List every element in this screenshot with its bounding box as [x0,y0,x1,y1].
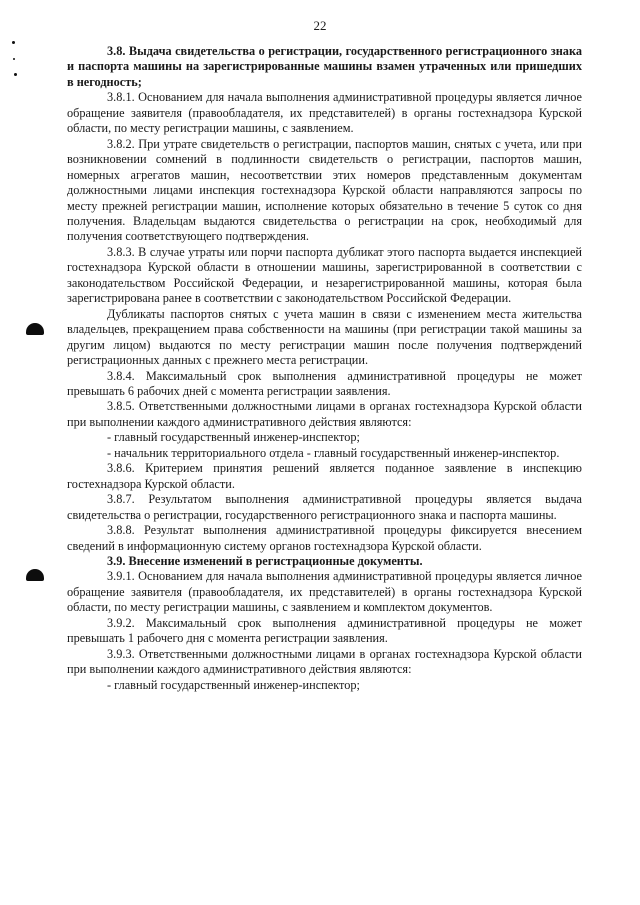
paragraph-3-8-5: 3.8.5. Ответственными должностными лицами в органах гостехнадзора Курской области при выполнении каждого административного действия являются: [67,399,582,429]
document-body [67,44,582,693]
paragraph-3-9-3: 3.9.3. Ответственными должностными лицами в органах гостехнадзора Курской области при выполнении каждого административного действия являются: [67,646,582,677]
paragraph-3-8-6: 3.8.6. Критерием принятия решений является поданное заявление в инспекцию гостехнадзора Курской области. [67,461,582,491]
official-item: - главный государственный инженер-инспектор; [107,677,360,692]
scan-dot-mark [13,58,15,60]
section-3-8-heading: 3.8. Выдача свидетельства о регистрации, государственного регистрационного знака и паспорта машины на зарегистрированные машины взамен утраченных или пришедших в негодность; [67,44,582,89]
scan-dot-mark [14,73,17,76]
paragraph-3-8-3: 3.8.3. В случае утраты или порчи паспорта дубликат этого паспорта выдается инспекцией гостехнадзора Курской области в отношении машины, зарегистрированной в соответствии с законодательством Российской Федерации, и незарегистрированной машины, которая была зарегистрирована ранее в соответствии с законодательством Российской Федерации. [67,244,582,306]
paragraph-3-9-2: 3.9.2. Максимальный срок выполнения административной процедуры не может превышать 1 рабочего дня с момента регистрации заявления. [67,615,582,646]
paragraph-3-9-1: 3.9.1. Основанием для начала выполнения административной процедуры является личное обращение заявителя (правообладателя, их представителей) в органы гостехнадзора Курской области, по месту регистрации машины, с заявлением и комплектом документов. [67,569,582,615]
scan-dot-mark [12,41,15,44]
paragraph-3-8-2: 3.8.2. При утрате свидетельств о регистрации, паспортов машин, снятых с учета, или при возникновении сомнений в подлинности свидетельств о регистрации, паспортов машин, номерных агрегатов машин, несоответствии этих номеров представленным документам должностными лицами инспекция гостехнадзора Курской области направляются запросы по месту прежней регистрации машин, исполнение которых обязательно в течение 5 суток со дня получения. Владельцам выдаются свидетельства о регистрации на срок, необходимый для получения соответствующего подтверждения. [67,136,582,244]
paragraph-3-8-4: 3.8.4. Максимальный срок выполнения административной процедуры не может превышать 6 рабочих дней с момента регистрации заявления. [67,368,582,398]
section-3-9-heading: 3.9. Внесение изменений в регистрационные документы. [107,553,423,568]
paragraph-3-8-1: 3.8.1. Основанием для начала выполнения административной процедуры является личное обращение заявителя (правообладателя, их представителей) в органы гостехнадзора Курской области, по месту регистрации машины, с заявлением. [67,90,582,136]
paragraph-duplicates: Дубликаты паспортов снятых с учета машин в связи с изменением места жительства владельцев, прекращением права собственности на машины (при регистрации такой машины за другим лицом) выдаются по месту регистрации машин после получения подтверждений регистрационных данных с прежнего места регистрации. [67,306,582,368]
page-number: 22 [313,18,327,33]
paragraph-3-8-8: 3.8.8. Результат выполнения административной процедуры фиксируется внесением сведений в информационную систему органов гостехнадзора Курской области. [67,523,582,553]
official-item: - главный государственный инженер-инспектор; [107,430,360,445]
official-item: - начальник территориального отдела - главный государственный инженер-инспектор. [107,445,560,460]
binder-clip-mark [26,569,44,581]
binder-clip-mark [26,323,44,335]
paragraph-3-8-7: 3.8.7. Результатом выполнения административной процедуры является выдача свидетельства о регистрации, государственного регистрационного знака и паспорта машины. [67,492,582,522]
